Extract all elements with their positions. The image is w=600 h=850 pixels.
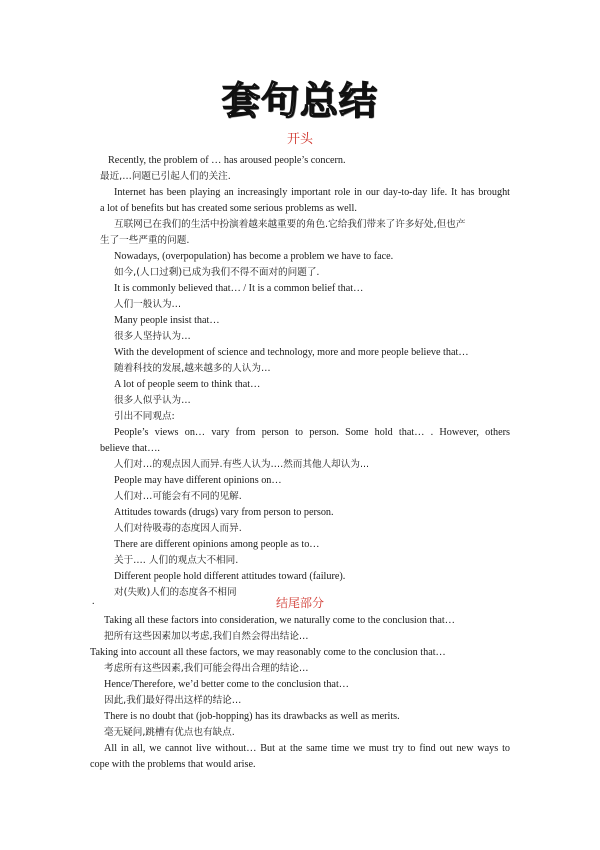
text-line: 因此,我们最好得出这样的结论… xyxy=(104,695,242,706)
text-line: It is commonly believed that… / It is a common belief that… xyxy=(114,283,364,294)
text-line: believe that…. xyxy=(100,443,160,454)
text-line: 考虑所有这些因素,我们可能会得出合理的结论… xyxy=(104,663,309,674)
text-line: People’s views on… vary from person to person. Some hold that… . However, others xyxy=(114,427,510,438)
text-line: 人们对…可能会有不同的见解. xyxy=(114,491,242,502)
text-line: a lot of benefits but has created some serious problems as well. xyxy=(100,203,357,214)
text-line: 互联网已在我们的生活中扮演着越来越重要的角色.它给我们带来了许多好处,但也产 xyxy=(114,219,466,230)
section-heading-opening: 开头 xyxy=(286,132,313,147)
text-line: There is no doubt that (job-hopping) has its drawbacks as well as merits. xyxy=(104,711,400,722)
page-title: 套句总结 xyxy=(221,79,378,123)
text-line: 如今,(人口过剩)已成为我们不得不面对的问题了. xyxy=(114,267,320,278)
text-line: 人们对待吸毒的态度因人而异. xyxy=(114,523,242,534)
text-line: 随着科技的发展,越来越多的人认为… xyxy=(114,363,271,374)
stray-mark: . xyxy=(92,596,95,607)
text-line: 最近,…问题已引起人们的关注. xyxy=(100,171,231,182)
text-line: Internet has been playing an increasingly important role in our day-to-day life. It has brought xyxy=(114,187,510,198)
text-line: Hence/Therefore, we’d better come to the conclusion that… xyxy=(104,679,349,690)
text-line: Nowadays, (overpopulation) has become a problem we have to face. xyxy=(114,251,394,262)
text-line: All in all, we cannot live without… But at the same time we must try to find out new ways to xyxy=(104,743,510,754)
section-heading-ending: 结尾部分 xyxy=(275,596,324,610)
text-line: cope with the problems that would arise. xyxy=(90,759,256,770)
text-line: 毫无疑问,跳槽有优点也有缺点. xyxy=(104,727,235,738)
text-line: People may have different opinions on… xyxy=(114,475,282,486)
text-line: Many people insist that… xyxy=(114,315,220,326)
text-line: With the development of science and technology, more and more people believe that… xyxy=(114,347,469,358)
text-line: 生了一些严重的问题. xyxy=(100,235,190,246)
text-line: Different people hold different attitudes toward (failure). xyxy=(114,571,346,582)
text-line: Taking into account all these factors, we may reasonably come to the conclusion that… xyxy=(90,647,446,658)
text-line: Recently, the problem of … has aroused people’s concern. xyxy=(108,155,346,166)
text-line: 对(失败)人们的态度各不相同 xyxy=(114,587,237,598)
text-line: 引出不同观点: xyxy=(114,411,175,422)
text-line: Taking all these factors into consideration, we naturally come to the conclusion that… xyxy=(104,615,455,626)
text-line: 人们一般认为… xyxy=(114,299,182,310)
text-line: There are different opinions among people as to… xyxy=(114,539,320,550)
text-line: 很多人似乎认为… xyxy=(114,395,191,406)
text-line: 人们对…的观点因人而异.有些人认为….然而其他人却认为... xyxy=(114,459,370,470)
text-line: A lot of people seem to think that… xyxy=(114,379,261,390)
text-line: Attitudes towards (drugs) vary from person to person. xyxy=(114,507,334,518)
text-line: 很多人坚持认为… xyxy=(114,331,191,342)
text-line: 关于…. 人们的观点大不相同. xyxy=(114,555,239,566)
text-line: 把所有这些因素加以考虑,我们自然会得出结论… xyxy=(104,631,309,642)
